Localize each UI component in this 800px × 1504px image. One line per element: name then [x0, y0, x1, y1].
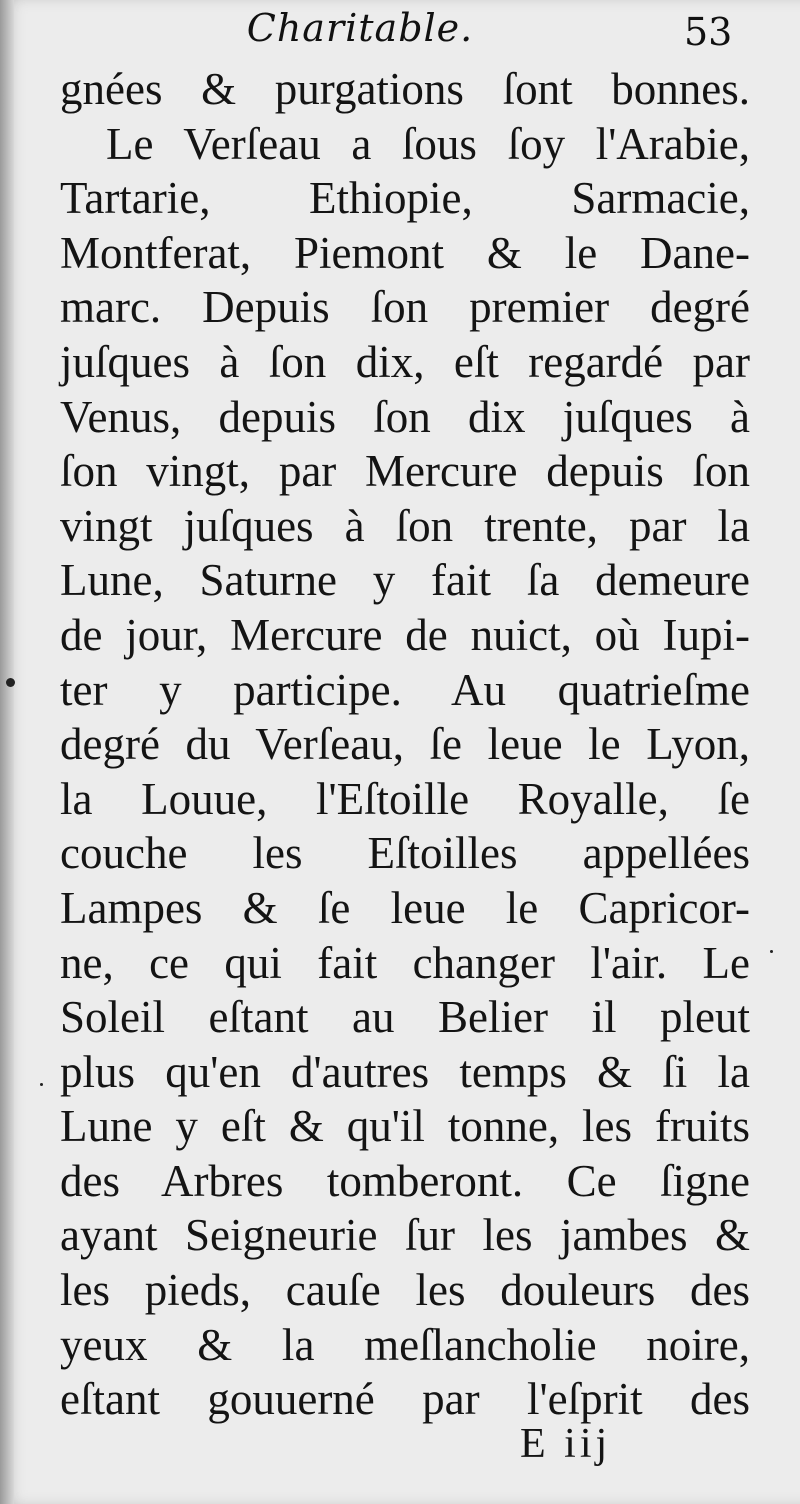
- text-line: degré du Verſeau, ſe leue le Lyon,: [60, 719, 750, 770]
- page-number: 53: [684, 10, 733, 54]
- text-line: eſtant gouuerné par l'eſprit des: [60, 1374, 750, 1425]
- text-line: la Louue, l'Eſtoille Royalle, ſe: [60, 773, 750, 824]
- text-line: ne, ce qui fait changer l'air. Le: [60, 937, 750, 988]
- text-line: couche les Eſtoilles appellées: [60, 828, 750, 879]
- ink-speck: [770, 950, 773, 953]
- text-line: les pieds, cauſe les douleurs des: [60, 1265, 750, 1316]
- text-line: Lune y eſt & qu'il tonne, les fruits: [60, 1101, 750, 1152]
- text-line: Soleil eſtant au Belier il pleut: [60, 992, 750, 1043]
- text-line: Tartarie, Ethiopie, Sarmacie,: [60, 173, 750, 224]
- ink-speck: [6, 678, 15, 687]
- page-gutter: [0, 0, 14, 1504]
- text-line: juſques à ſon dix, eſt regardé par: [60, 336, 750, 387]
- ink-speck: [40, 1083, 43, 1086]
- text-line: des Arbres tomberont. Ce ſigne: [60, 1155, 750, 1206]
- text-line: ter y participe. Au quatrieſme: [60, 664, 750, 715]
- text-line: de jour, Mercure de nuict, où Iupi-: [60, 609, 750, 660]
- text-line: ſon vingt, par Mercure depuis ſon: [60, 446, 750, 497]
- text-line: Lune, Saturne y fait ſa demeure: [60, 555, 750, 606]
- text-line: Montferat, Piemont & le Dane-: [60, 227, 750, 278]
- text-line: plus qu'en d'autres temps & ſi la: [60, 1046, 750, 1097]
- text-line: Le Verſeau a ſous ſoy l'Arabie,: [106, 118, 750, 169]
- text-line: ayant Seigneurie ſur les jambes &: [60, 1210, 750, 1261]
- text-line: gnées & purgations ſont bonnes.: [60, 64, 750, 114]
- body-text: [60, 62, 750, 1427]
- signature-mark: E iij: [520, 1421, 612, 1467]
- text-line: vingt juſques à ſon trente, par la: [60, 500, 750, 551]
- text-line: yeux & la meſlancholie noire,: [60, 1319, 750, 1370]
- text-line: marc. Depuis ſon premier degré: [60, 282, 750, 333]
- text-line: Venus, depuis ſon dix juſques à: [60, 391, 750, 442]
- running-title: Charitable.: [246, 6, 474, 50]
- text-line: Lampes & ſe leue le Capricor-: [60, 882, 750, 933]
